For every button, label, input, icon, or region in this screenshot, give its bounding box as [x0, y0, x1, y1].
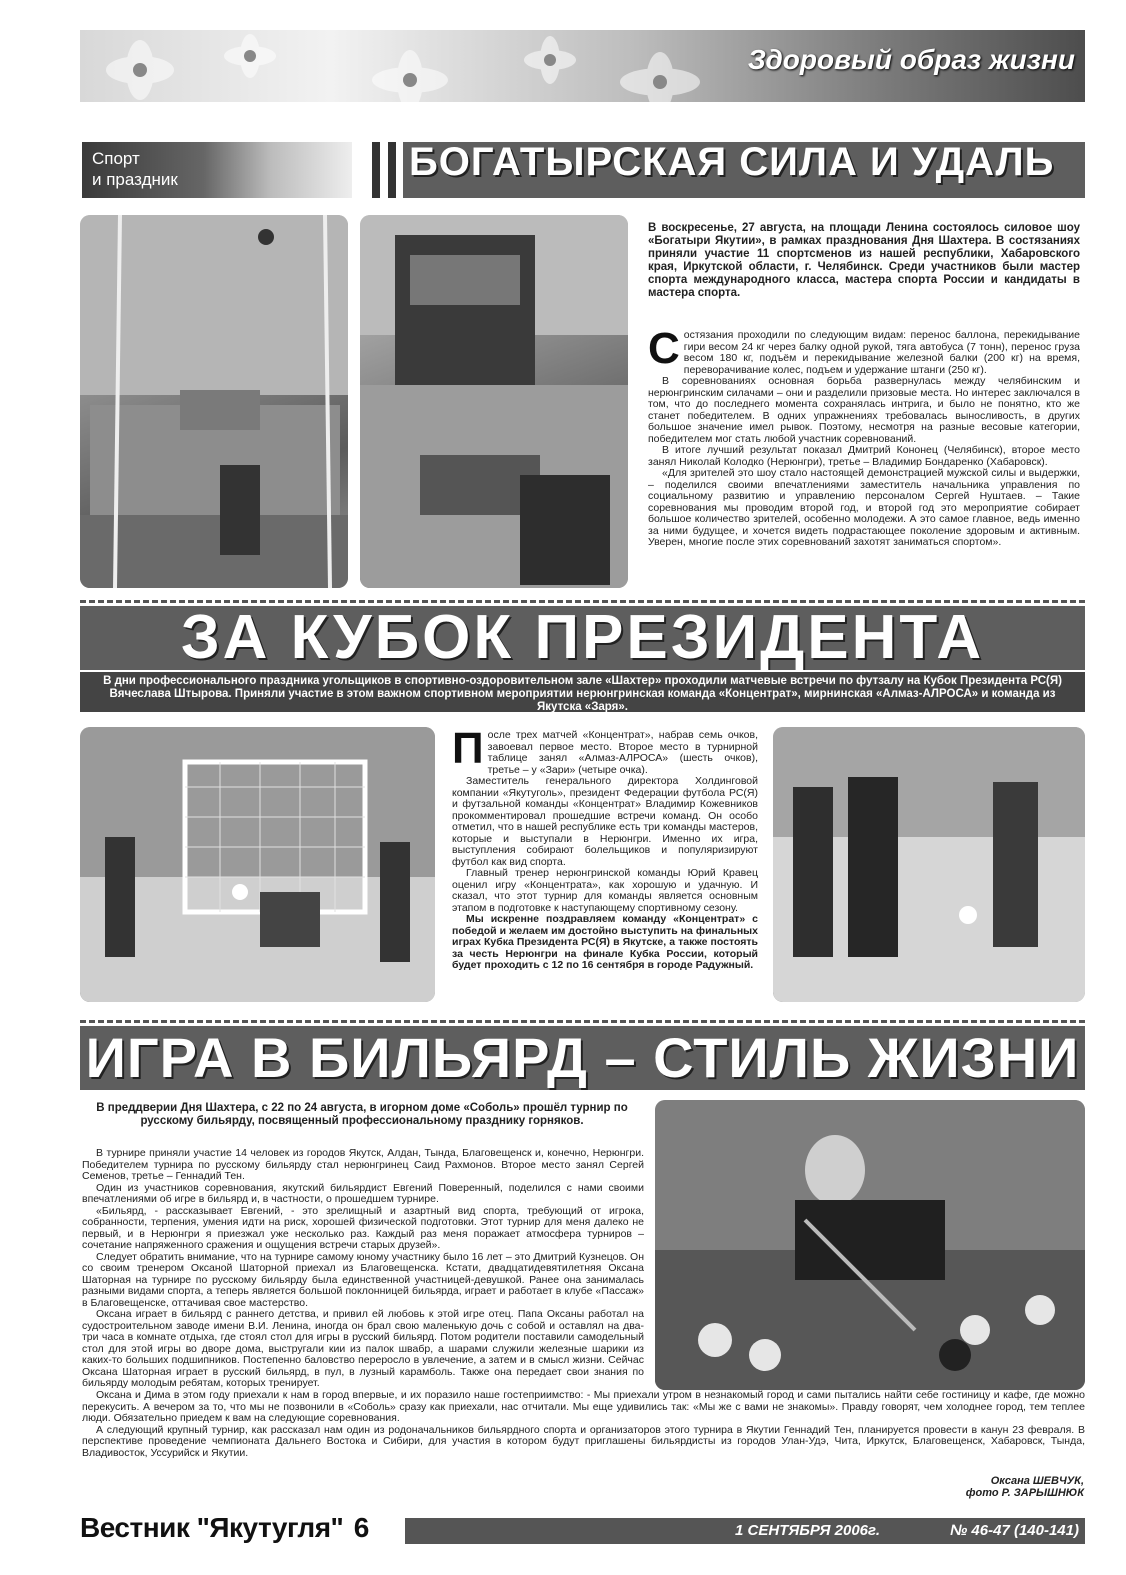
- headline-billiards: ИГРА В БИЛЬЯРД – СТИЛЬ ЖИЗНИ: [80, 1026, 1085, 1090]
- dashed-divider: [80, 600, 1085, 603]
- photo-futsal-players: [773, 727, 1085, 1002]
- photo-futsal-goal: [80, 727, 435, 1002]
- president-cup-body: [452, 724, 758, 972]
- paragraph: осле трех матчей «Концентрат», набрав семь очков, завоевал первое место. Второе место в турнирной таблице занял «Алмаз-АЛРОСА» (шесть очков), третье – у «Зари» (четыре очка).: [487, 729, 758, 776]
- issue-date: 1 СЕНТЯБРЯ 2006г.: [735, 1522, 880, 1539]
- section-title: Здоровый образ жизни: [747, 44, 1075, 75]
- author: Оксана ШЕВЧУК,: [990, 1475, 1084, 1487]
- header-banner: [80, 30, 1085, 102]
- photo-billiard-player: [655, 1100, 1085, 1390]
- billiards-lead: В преддверии Дня Шахтера, с 22 по 24 августа, в игорном доме «Соболь» прошёл турнир по русскому бильярду, посвященный профессиональному празднику горняков.: [96, 1102, 628, 1127]
- photo-credit: фото Р. ЗАРЫШНЮК: [965, 1487, 1084, 1499]
- footer-bar: [405, 1518, 1085, 1544]
- photo-weight-throw: [80, 215, 348, 588]
- paragraph: Следует обратить внимание, что на турнире самому юному участнику было 16 лет – это Дмитрий Кузнецов. Он со своим тренером Оксаной Шаторной приехал из Благовещенска. Кстати, двадцатидевятилетняя Оксана Шаторная на турнире по русскому бильярду была единственной участницей-девушкой. Ранее она занималась разными видами спорта, а теперь является большой поклонницей бильярда, играет и работает в клубе «Пассаж» в Благовещенске, оттачивая свое мастерство.: [82, 1250, 644, 1309]
- strongman-lead: В воскресенье, 27 августа, на площади Ленина состоялось силовое шоу «Богатыри Якутии», в рамках празднования Дня Шахтера. В состязаниях приняли участие 11 спортсменов из нашей республики, Хабаровского края, Иркутской области, г. Челябинск. Среди участников были мастер спорта международного класса, мастера спорта России и кандидаты в мастера спорта.: [648, 222, 1080, 299]
- paragraph: В соревнованиях основная борьба развернулась между челябинским и нерюнгринским силачами – они и разделили призовые места. Но интерес заключался в том, что до последнего момента сохранялась интрига, и было не понятно, кто же станет победителем. В одних упражнениях требовалась выносливость, в других большое значение имел рывок. Поэтому, несмотря на разные весовые категории, победителем мог стать любой участник соревнований.: [648, 375, 1080, 445]
- byline: [966, 1475, 1084, 1499]
- paragraph-congratulation: Мы искренне поздравляем команду «Концентрат» с победой и желаем им достойно выступить на финальных играх Кубка Президента РС(Я) в Якутске, а также постоять за честь Нерюнгри на финале Кубка России, который будет проходить с 12 по 16 сентября в городе Радужный.: [452, 913, 758, 971]
- headline-strongman: БОГАТЫРСКАЯ СИЛА И УДАЛЬ: [403, 142, 1085, 198]
- paragraph: Заместитель генерального директора Холдинговой компании «Якутуголь», президент Федерации футбола РС(Я) и футзальной команды «Концентрат» Владимир Кожевников прокомментировал прошедшие встречи команд. Он особо отметил, что в нашей республике есть три команды мастеров, которые и выступали в Нерюнгри. Именно их игра, выступления собирают болельщиков и популяризируют футбол как вид спорта.: [452, 775, 758, 868]
- divider-bar: [388, 142, 396, 198]
- dropcap: С: [648, 324, 680, 373]
- dashed-divider: [80, 1020, 1085, 1023]
- billiards-body-full: [82, 1390, 1085, 1459]
- dropcap: П: [452, 724, 484, 773]
- rubric-line-2: и праздник: [92, 170, 178, 189]
- newspaper-name: Вестник "Якутугля": [80, 1512, 344, 1543]
- divider-bar: [372, 142, 380, 198]
- paragraph: Главный тренер нерюнгринской команды Юрий Кравец оценил игру «Концентрата», как хорошую и удачную. И сказал, что этот турнир для команды является основным этапом в подготовке к наступающему спортивному сезону.: [452, 867, 758, 914]
- paragraph: остязания проходили по следующим видам: перенос баллона, перекидывание гири весом 24 кг через балку одной рукой, тяга автобуса (7 тонн), перенос груза весом 180 кг, подъём и перекидывание железной балки (200 кг) на время, переворачивание колес, подъем и удержание штанги (250 кг).: [683, 329, 1080, 376]
- photo-truck-pull: [360, 215, 628, 588]
- paragraph: В турнире приняли участие 14 человек из городов Якутск, Алдан, Тында, Благовещенск и, конечно, Нерюнгри. Победителем турнира по русскому бильярду стал нерюнгринец Саид Рахмонов. Второе место занял Сергей Семенов, третье – Геннадий Тен.: [82, 1147, 644, 1182]
- page-number: 6: [353, 1512, 369, 1543]
- rubric-label: [82, 142, 352, 198]
- headline-president-cup: ЗА КУБОК ПРЕЗИДЕНТА: [80, 606, 1085, 670]
- billiards-body-left: [82, 1148, 644, 1390]
- paragraph: «Бильярд, - рассказывает Евгений, - это зрелищный и азартный вид спорта, требующий от игрока, собранности, терпения, умения идти на риск, хорошей физической подготовки. Этот турнир для меня далеко не первый, и в Нерюнгри я приезжал уже несколько раз. Каждый раз меня поражает атмосфера турниров – сочетание напряженного сражения и ощущения встречи старых друзей».: [82, 1204, 644, 1251]
- rubric-line-1: Спорт: [92, 149, 140, 168]
- strongman-body: [648, 324, 1080, 549]
- president-cup-subhead: В дни профессионального праздника угольщиков в спортивно-оздоровительном зале «Шахтер» проходили матчевые встречи по футзалу на Кубок Президента РС(Я) Вячеслава Штырова. Приняли участие в этом важном спортивном мероприятии нерюнгринская команда «Концентрат», мирнинская «Алмаз-АЛРОСА» и команда из Якутска «Заря».: [80, 672, 1085, 712]
- issue-number: № 46-47 (140-141): [950, 1522, 1079, 1539]
- paragraph: Оксана играет в бильярд с раннего детства, и привил ей любовь к этой игре отец. Папа Оксаны работал на судостроительном заводе имени В.И. Ленина, иногда он брал свою маленькую дочь с собой и оставлял на два-три часа в комнате отдыха, где стоял стол для игры в русский бильярд. Потом родители поставили самодельный стол для этой игры во дворе дома, выстругали кии из палок швабр, а шарами служили железные шарики из каких-то больших подшипников. Постепенно баловство переросло в увлечение, а затем и в смысл жизни. Сейчас Оксана Шаторная играет в русский бильярд, в пул, в лузный карамболь. Также она передает свои знания по бильярду молодым ребятам, которых тренирует.: [82, 1308, 644, 1389]
- paragraph: В итоге лучший результат показал Дмитрий Кононец (Челябинск), второе место занял Николай Колодко (Нерюнгри), третье – Владимир Бондаренко (Хабаровск).: [648, 444, 1080, 468]
- paragraph: А следующий крупный турнир, как рассказал нам один из родоначальников бильярдного спорта и организаторов этого турнира в Якутии Геннадий Тен, планируется провести в канун 23 февраля. В перспективе проведение чемпионата Дальнего Востока и Сибири, для участия в котором будут приглашены бильярдисты из городов Улан-Удэ, Чита, Иркутск, Благовещенск, Хабаровск, Тында, Владивосток, Уссурийск и Якутии.: [82, 1423, 1085, 1459]
- paragraph: «Для зрителей это шоу стало настоящей демонстрацией мужской силы и выдержки, – поделился своими впечатлениями заместитель начальника управления по социальному развитию и управлению персоналом Сергей Нуштаев. – Такие соревнования мы проводим второй год, и второй год это мероприятие собирает большое количество зрителей, особенно молодежи. А это самое главное, ведь именно за ними будущее, и хочется видеть подрастающее поколение здоровым и активным. Уверен, многие после этих соревнований захотят заниматься спортом».: [648, 467, 1080, 548]
- paragraph: Один из участников соревнования, якутский бильярдист Евгений Поверенный, поделился с нами своими впечатлениями об игре в бильярд и, в частности, о прошедшем турнире.: [82, 1181, 644, 1205]
- newspaper-masthead: [80, 1512, 369, 1546]
- paragraph: Оксана и Дима в этом году приехали к нам в город впервые, и их поразило наше гостеприимство: - Мы приехали утром в незнакомый город и сами пытались найти себе гостиницу и кафе, где можно перекусить. А вечером за то, что мы не позвонили в «Соболь» сразу как приехали, нас отчитали. Мы еще удивились так: «Мы же с вами не знакомы». Правду говорят, чем холоднее город, тем теплее люди. Обязательно приедем к вам на следующие соревнования.: [82, 1389, 1085, 1424]
